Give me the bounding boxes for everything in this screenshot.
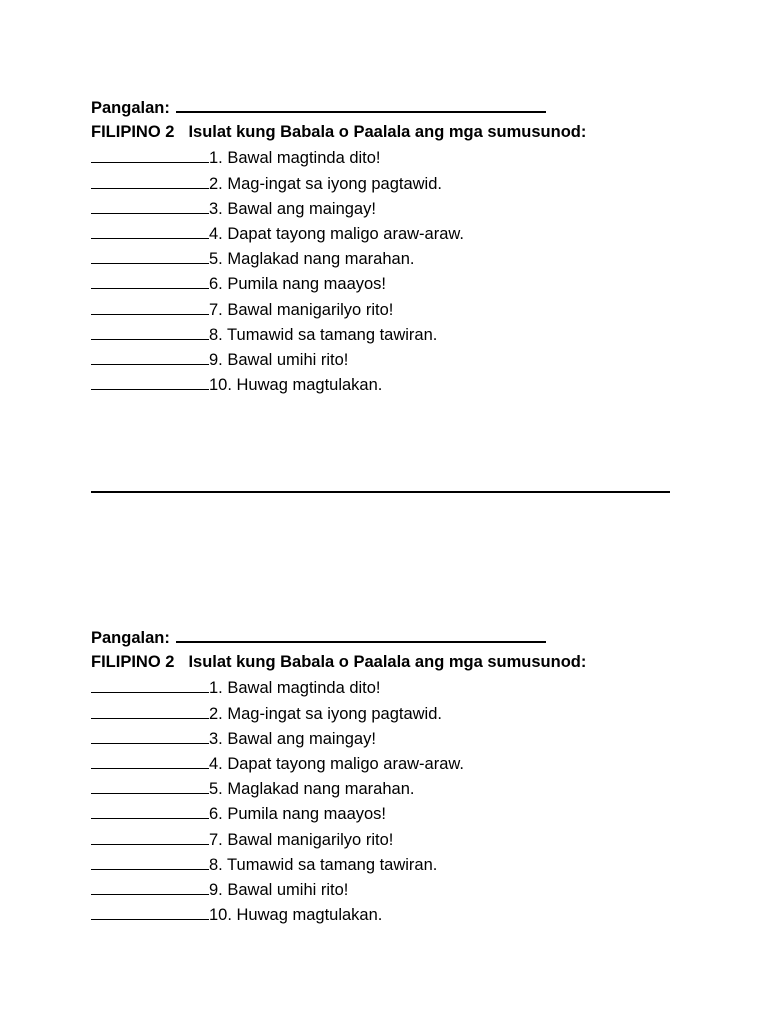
worksheet-bottom	[91, 625, 691, 927]
answer-blank[interactable]	[91, 271, 209, 289]
item-text: 6. Pumila nang maayos!	[209, 275, 387, 294]
list-item	[91, 902, 691, 927]
item-text: 5. Maglakad nang marahan.	[209, 250, 415, 269]
answer-blank[interactable]	[91, 852, 209, 870]
subject-label: FILIPINO 2	[91, 123, 175, 142]
answer-blank[interactable]	[91, 322, 209, 340]
item-text: 3. Bawal ang maingay!	[209, 729, 376, 748]
answer-blank[interactable]	[91, 372, 209, 390]
item-text: 6. Pumila nang maayos!	[209, 805, 387, 824]
name-row	[91, 625, 691, 650]
item-text: 1. Bawal magtinda dito!	[209, 149, 381, 168]
list-item	[91, 297, 691, 322]
answer-blank[interactable]	[91, 701, 209, 719]
answer-blank[interactable]	[91, 902, 209, 920]
answer-blank[interactable]	[91, 776, 209, 794]
worksheet-top	[91, 95, 691, 397]
instruction-row	[91, 120, 691, 145]
name-label: Pangalan:	[91, 629, 170, 647]
subject-label: FILIPINO 2	[91, 653, 175, 672]
list-item	[91, 145, 691, 170]
list-item	[91, 675, 691, 700]
name-row	[91, 95, 691, 120]
list-item	[91, 322, 691, 347]
list-item	[91, 171, 691, 196]
answer-blank[interactable]	[91, 171, 209, 189]
item-text: 2. Mag-ingat sa iyong pagtawid.	[209, 174, 442, 193]
instruction-text: Isulat kung Babala o Paalala ang mga sumusunod:	[188, 123, 587, 142]
item-text: 4. Dapat tayong maligo araw-araw.	[209, 224, 464, 243]
list-item	[91, 701, 691, 726]
list-item	[91, 877, 691, 902]
list-item	[91, 347, 691, 372]
item-text: 9. Bawal umihi rito!	[209, 880, 349, 899]
answer-blank[interactable]	[91, 246, 209, 264]
name-label: Pangalan:	[91, 99, 170, 117]
answer-blank[interactable]	[91, 347, 209, 365]
list-item	[91, 852, 691, 877]
list-item	[91, 271, 691, 296]
item-text: 10. Huwag magtulakan.	[209, 906, 383, 925]
answer-blank[interactable]	[91, 827, 209, 845]
item-text: 3. Bawal ang maingay!	[209, 199, 376, 218]
list-item	[91, 726, 691, 751]
answer-blank[interactable]	[91, 196, 209, 214]
item-text: 7. Bawal manigarilyo rito!	[209, 830, 394, 849]
item-text: 8. Tumawid sa tamang tawiran.	[209, 855, 438, 874]
answer-blank[interactable]	[91, 675, 209, 693]
item-text: 5. Maglakad nang marahan.	[209, 780, 415, 799]
answer-blank[interactable]	[91, 726, 209, 744]
answer-blank[interactable]	[91, 801, 209, 819]
list-item	[91, 196, 691, 221]
item-text: 1. Bawal magtinda dito!	[209, 679, 381, 698]
instruction-text: Isulat kung Babala o Paalala ang mga sumusunod:	[188, 653, 587, 672]
list-item	[91, 801, 691, 826]
item-text: 8. Tumawid sa tamang tawiran.	[209, 325, 438, 344]
answer-blank[interactable]	[91, 297, 209, 315]
item-text: 2. Mag-ingat sa iyong pagtawid.	[209, 704, 442, 723]
list-item	[91, 372, 691, 397]
list-item	[91, 827, 691, 852]
instruction-row	[91, 650, 691, 675]
name-blank[interactable]	[176, 625, 546, 643]
cut-line-divider	[91, 491, 670, 493]
answer-blank[interactable]	[91, 751, 209, 769]
list-item	[91, 246, 691, 271]
item-text: 10. Huwag magtulakan.	[209, 376, 383, 395]
list-item	[91, 776, 691, 801]
list-item	[91, 221, 691, 246]
answer-blank[interactable]	[91, 145, 209, 163]
answer-blank[interactable]	[91, 877, 209, 895]
item-text: 4. Dapat tayong maligo araw-araw.	[209, 754, 464, 773]
item-text: 7. Bawal manigarilyo rito!	[209, 300, 394, 319]
item-text: 9. Bawal umihi rito!	[209, 350, 349, 369]
answer-blank[interactable]	[91, 221, 209, 239]
list-item	[91, 751, 691, 776]
name-blank[interactable]	[176, 95, 546, 113]
